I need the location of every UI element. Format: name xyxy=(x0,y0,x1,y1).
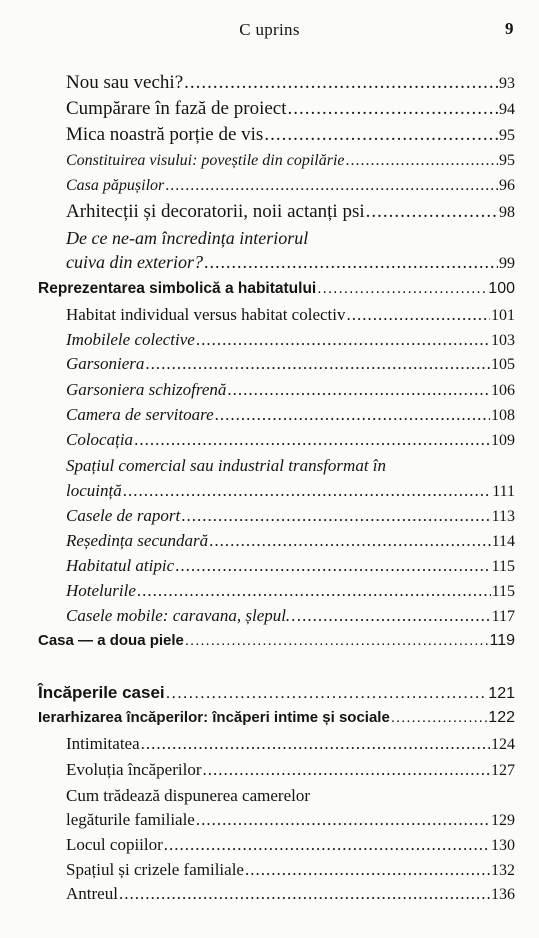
toc-entry xyxy=(66,860,515,880)
toc-entry-page: 124 xyxy=(491,736,515,753)
toc-entry-title: Casele mobile: caravana, șlepul… xyxy=(66,606,302,625)
toc-entry xyxy=(66,177,515,195)
toc-leader-dots xyxy=(345,152,498,170)
toc-entry-page: 111 xyxy=(492,483,515,500)
toc-entry-title: Evoluția încăperilor xyxy=(66,760,202,779)
toc-leader-dots xyxy=(123,481,491,501)
toc-entry xyxy=(66,330,515,350)
toc-entry xyxy=(66,430,515,450)
toc-entry xyxy=(66,481,515,501)
toc-entry xyxy=(66,531,515,551)
toc-entry-page: 119 xyxy=(489,632,515,649)
toc-entry xyxy=(66,98,515,120)
toc-section-entry xyxy=(38,280,515,298)
toc-entry-page: 122 xyxy=(488,709,515,726)
toc-leader-dots xyxy=(366,201,498,223)
toc-entry xyxy=(66,581,515,601)
toc-leader-dots xyxy=(209,531,490,551)
toc-leader-dots xyxy=(166,683,488,703)
running-header: C uprins xyxy=(239,20,300,39)
toc-entry-page: 108 xyxy=(491,407,515,424)
toc-entry-title: Reședința secundară xyxy=(66,531,209,550)
toc-entry-title: Hotelurile xyxy=(66,581,136,600)
toc-entry-title: Mica noastră porție de vis xyxy=(66,124,264,145)
toc-leader-dots xyxy=(134,430,490,450)
toc-section-entry xyxy=(38,709,515,727)
toc-leader-dots xyxy=(141,734,490,754)
toc-leader-dots xyxy=(184,72,498,94)
toc-entry-title-line: Spațiul comercial sau industrial transformat în xyxy=(66,456,387,475)
toc-entry-page: 105 xyxy=(491,356,515,373)
toc-entry-page: 115 xyxy=(491,558,515,575)
toc-chapter-entry xyxy=(38,683,515,703)
toc-entry-title: Locul copiilor xyxy=(66,835,163,854)
toc-entry-title-line: De ce ne-am încredința interiorul xyxy=(66,228,309,248)
toc-entry-page: 129 xyxy=(491,812,515,829)
toc-entry-title: Intimitatea xyxy=(66,734,140,753)
toc-entry-page: 93 xyxy=(499,75,515,92)
toc-leader-dots xyxy=(137,581,491,601)
toc-entry xyxy=(66,734,515,754)
toc-entry-title: Nou sau vechi? xyxy=(66,72,184,93)
toc-entry-title: Camera de servitoare xyxy=(66,405,214,424)
toc-leader-dots xyxy=(317,280,487,298)
toc-section-entry xyxy=(38,632,515,650)
toc-entry-title-continued: legăturile familiale xyxy=(66,810,195,829)
toc-entry-title: Casa — a doua piele xyxy=(38,632,184,649)
toc-entry xyxy=(66,354,515,374)
toc-entry-page: 106 xyxy=(491,382,515,399)
toc-entry-title: Cumpărare în fază de proiect xyxy=(66,98,287,119)
toc-entry-page: 114 xyxy=(491,533,515,550)
toc-entry-title: Ierarhizarea încăperilor: încăperi intime și sociale xyxy=(38,709,390,726)
toc-entry-page: 94 xyxy=(499,101,515,118)
toc-entry xyxy=(66,201,515,223)
toc-entry-page: 113 xyxy=(491,508,515,525)
toc-entry-page: 130 xyxy=(491,837,515,854)
toc-entry-page: 109 xyxy=(491,432,515,449)
toc-entry-title: Casa păpușilor xyxy=(66,177,165,194)
toc-leader-dots xyxy=(164,835,490,855)
toc-leader-dots xyxy=(185,632,489,649)
toc-entry-page: 95 xyxy=(499,152,515,169)
toc-entry-title: Arhitecții și decoratorii, noii actanți psi xyxy=(66,201,365,222)
toc-leader-dots xyxy=(288,98,499,120)
toc-entry xyxy=(66,405,515,425)
toc-leader-dots xyxy=(227,380,490,400)
toc-entry xyxy=(66,884,515,904)
toc-entry xyxy=(66,252,515,273)
toc-leader-dots xyxy=(245,860,490,880)
toc-leader-dots xyxy=(196,810,490,830)
toc-leader-dots xyxy=(302,606,490,626)
toc-entry-title: Antreul xyxy=(66,884,118,903)
toc-leader-dots xyxy=(204,252,498,273)
toc-entry-page: 101 xyxy=(491,307,515,324)
toc-leader-dots xyxy=(196,330,490,350)
toc-entry-page: 136 xyxy=(491,886,515,903)
toc-entry xyxy=(66,305,515,325)
toc-entry xyxy=(66,606,515,626)
toc-entry-page: 96 xyxy=(499,177,515,194)
toc-entry xyxy=(66,760,515,780)
toc-leader-dots xyxy=(215,405,490,425)
toc-entry xyxy=(66,124,515,146)
toc-entry-page: 115 xyxy=(491,583,515,600)
toc-leader-dots xyxy=(202,760,490,780)
toc-entry-title: Casele de raport xyxy=(66,506,181,525)
toc-entry-title: Colocația xyxy=(66,430,134,449)
toc-entry-page: 100 xyxy=(488,280,515,297)
toc-entry-page: 132 xyxy=(491,862,515,879)
toc-entry-title: Habitatul atipic xyxy=(66,556,175,575)
toc-entry-page: 117 xyxy=(491,608,515,625)
toc-leader-dots xyxy=(165,177,498,195)
toc-entry-title: Garsoniera schizofrenă xyxy=(66,380,227,399)
toc-entry-title: Încăperile casei xyxy=(38,683,165,702)
toc-entry-title-continued: locuință xyxy=(66,481,122,500)
toc-entry-page: 127 xyxy=(491,762,515,779)
toc-entry xyxy=(66,556,515,576)
toc-entry-page: 98 xyxy=(499,204,515,221)
toc-entry-title: Imobilele colective xyxy=(66,330,195,349)
toc-leader-dots xyxy=(346,305,490,325)
toc-entry xyxy=(66,380,515,400)
toc-entry-title: Spațiul și crizele familiale xyxy=(66,860,244,879)
toc-entry-title: Garsoniera xyxy=(66,354,145,373)
page-number: 9 xyxy=(505,19,514,38)
toc-entry-title: Constituirea visului: poveștile din copilărie xyxy=(66,152,345,169)
toc-entry-page: 121 xyxy=(488,685,515,702)
toc-leader-dots xyxy=(391,709,487,726)
toc-entry-page: 103 xyxy=(491,332,515,349)
toc-entry xyxy=(66,152,515,170)
toc-entry-page: 99 xyxy=(499,255,515,272)
toc-leader-dots xyxy=(264,124,498,146)
toc-entry xyxy=(66,506,515,526)
toc-leader-dots xyxy=(181,506,490,526)
toc-leader-dots xyxy=(145,354,490,374)
toc-entry-title-line: Cum trădează dispunerea camerelor xyxy=(66,786,311,805)
toc-leader-dots xyxy=(119,884,490,904)
toc-entry-title: Habitat individual versus habitat colectiv xyxy=(66,305,346,324)
toc-leader-dots xyxy=(175,556,490,576)
toc-entry-title-continued: cuiva din exterior? xyxy=(66,252,203,272)
toc-entry xyxy=(66,835,515,855)
toc-entry xyxy=(66,810,515,830)
toc-entry xyxy=(66,72,515,94)
toc-entry-title: Reprezentarea simbolică a habitatului xyxy=(38,280,317,297)
toc-entry-page: 95 xyxy=(499,127,515,144)
